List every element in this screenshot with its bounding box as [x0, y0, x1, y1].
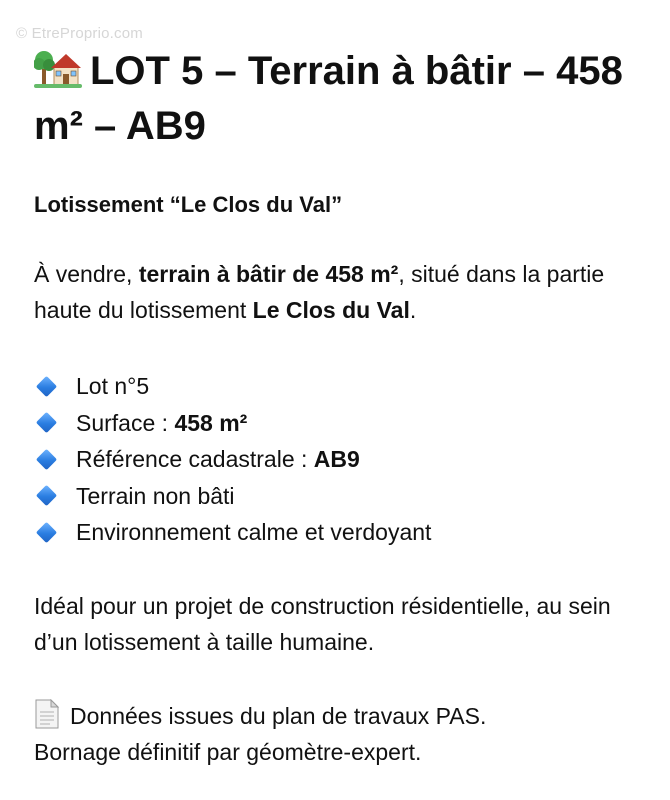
feature-text: Référence cadastrale : — [76, 446, 308, 472]
page-document-icon — [34, 699, 60, 729]
feature-text: Lot n°5 — [76, 373, 150, 399]
title-text: LOT 5 – Terrain à bâtir – 458 m² – AB9 — [34, 49, 623, 148]
list-item — [34, 441, 431, 478]
list-item — [34, 514, 431, 551]
house-with-garden-icon — [34, 44, 82, 88]
intro-emphasis-land: terrain à bâtir de 458 m² — [138, 261, 399, 287]
list-item — [34, 405, 431, 442]
intro-emphasis-subdivision: Le Clos du Val — [252, 297, 410, 323]
blue-diamond-icon — [36, 485, 57, 506]
intro-paragraph — [34, 256, 644, 328]
intro-text: À vendre, — [34, 261, 139, 287]
feature-text: Terrain non bâti — [76, 482, 235, 509]
blue-diamond-icon — [36, 376, 57, 397]
source-note — [34, 698, 654, 770]
list-item — [34, 478, 431, 515]
blue-diamond-icon — [36, 522, 57, 543]
source-note-line1: Données issues du plan de travaux PAS. — [70, 703, 487, 729]
blue-diamond-icon — [36, 412, 57, 433]
ideal-paragraph: Idéal pour un projet de construction résidentielle, au sein d’un lotissement à taille humaine. — [34, 593, 611, 655]
intro-text-continued: , situé dans la partie haute du lotissement — [34, 261, 605, 323]
page-title — [34, 44, 644, 154]
subdivision-name: Lotissement “Le Clos du Val” — [34, 192, 343, 217]
watermark: © EtreProprio.com — [16, 25, 143, 42]
feature-value: 458 m² — [174, 409, 248, 436]
blue-diamond-icon — [36, 449, 57, 470]
intro-text-end: . — [409, 297, 417, 323]
source-note-line2: Bornage définitif par géomètre-expert. — [34, 739, 422, 765]
feature-value: AB9 — [313, 446, 360, 472]
list-item — [34, 368, 431, 405]
feature-text: Environnement calme et verdoyant — [76, 519, 432, 545]
feature-text: Surface : — [76, 409, 169, 436]
feature-list — [34, 368, 431, 551]
